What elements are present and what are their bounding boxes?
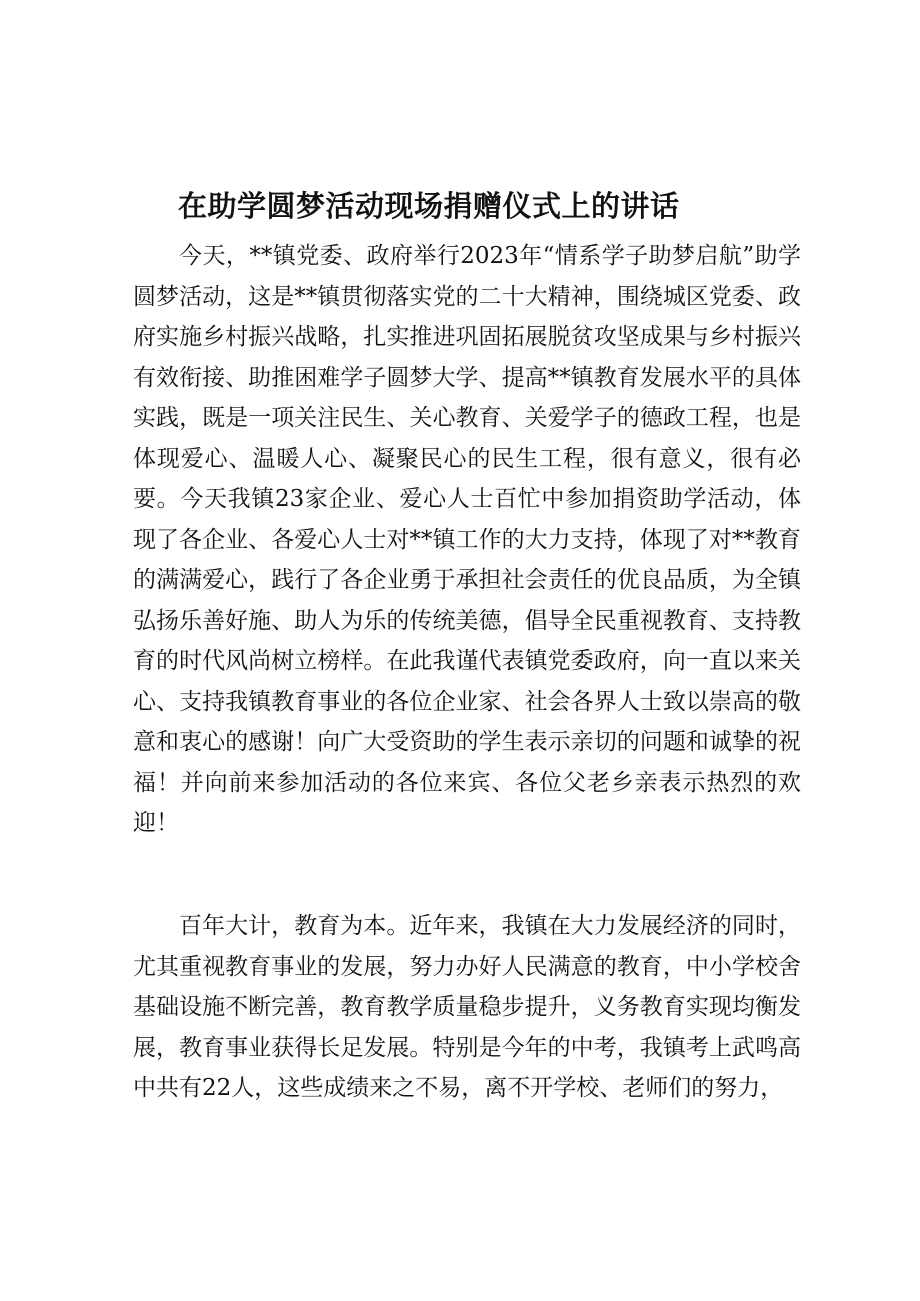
body-paragraph-1: 今天，**镇党委、政府举行2023年“情系学子助梦启航”助学圆梦活动，这是**镇贯彻落实党的二十大精神，围绕城区党委、政府实施乡村振兴战略，扎实推进巩固拓展脱贫攻坚成果与乡村振兴有效衔接、助推困难学子圆梦大学、提高**镇教育发展水平的具体实践，既是一项关注民生、关心教育、关爱学子的德政工程，也是体现爱心、温暖人心、凝聚民心的民生工程，很有意义，很有必要。今天我镇23家企业、爱心人士百忙中参加捐资助学活动，体现了各企业、各爱心人士对**镇工作的大力支持，体现了对**教育的满满爱心，践行了各企业勇于承担社会责任的优良品质，为全镇弘扬乐善好施、助人为乐的传统美德，倡导全民重视教育、支持教育的时代风尚树立榜样。在此我谨代表镇党委政府，向一直以来关心、支持我镇教育事业的各位企业家、社会各界人士致以崇高的敬意和衷心的感谢！向广大受资助的学生表示亲切的问题和诚挚的祝福！并向前来参加活动的各位来宾、各位父老乡亲表示热烈的欢迎！ bbox=[133, 243, 801, 836]
body-paragraph-2: 百年大计，教育为本。近年来，我镇在大力发展经济的同时，尤其重视教育事业的发展，努力办好人民满意的教育，中小学校舍基础设施不断完善，教育教学质量稳步提升，义务教育实现均衡发展，教育事业获得长足发展。特别是今年的中考，我镇考上武鸣高中共有22人，这些成绩来之不易，离不开学校、老师们的努力， bbox=[133, 913, 801, 1101]
document-title: 在助学圆梦活动现场捐赠仪式上的讲话 bbox=[178, 189, 680, 223]
